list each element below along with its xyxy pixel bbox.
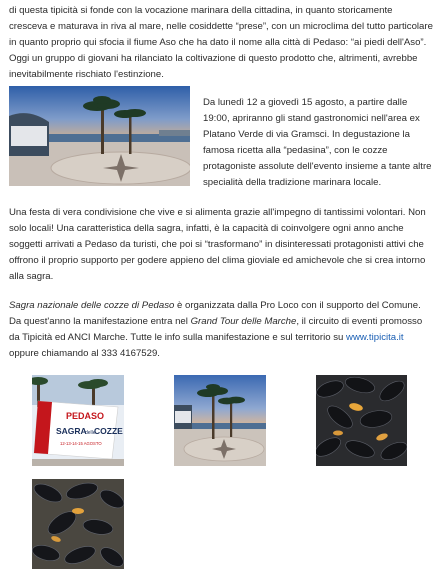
- banner-dates: 12-13-14-15 AGOSTO: [60, 441, 102, 446]
- event-dates-paragraph: Da lunedì 12 a giovedì 15 agosto, a partire dalle 19:00, apriranno gli stand gastronomici nell'area ex Platano Verde di via Gramsci. In degustazione la famosa ricetta alla “pedasina”, con le cozze protagoniste assolute dell'evento insieme a tante altre specialità della tradizione marinara locale.: [203, 97, 432, 188]
- info-text-2: , il circuito di eventi promosso da Tipicità ed ANCI Marche. Tutte le info sulla manifestazione e sul territorio su: [9, 316, 423, 343]
- festa-paragraph: Una festa di vera condivisione che vive e si alimenta grazie all'impegno di tantissimi volontari. Non solo locali! Una caratteristica della sagra, infatti, è la capacità di coinvolgere ogni anno anche soggetti arrivati a Pedaso da turisti, che poi si “trasformano” in disinteressati protagonisti attivi che offrono il proprio supporto per godere appieno del clima gioviale ed amichevole che si crea intorno alla sagra.: [9, 207, 426, 282]
- banner-delle: delle: [85, 430, 96, 436]
- info-text-1: è organizzata dalla Pro Loco con il supporto del Comune. Da quest'anno la manifestazione entra nel: [9, 300, 421, 327]
- intro-paragraph: di questa tipicità si fonde con la vocazione marinara della cittadina, in quanto storicamente cresceva e maturava in riva al mare, nelle cosiddette “prese”, con un microclima del tutto particolare in quanto proprio qui sfocia il fiume Aso che ha dato il nome alla città di Pedaso: “ai piedi dell'Aso”. Oggi un gruppo di giovani ha rilanciato la coltivazione di questo prodotto che, altrimenti, avrebbe inevitabilmente rischiato l'estinzione.: [9, 5, 433, 80]
- banner-pedaso: PEDASO: [66, 411, 105, 421]
- palm-square-photo: [174, 375, 266, 466]
- mussels-photo-2: [32, 479, 124, 569]
- mussels-photo-1: [316, 375, 407, 466]
- banner-cozze: COZZE: [94, 426, 123, 436]
- info-paragraph: [9, 298, 433, 362]
- sagra-name: Sagra nazionale delle cozze di Pedaso: [9, 300, 175, 311]
- banner-sagra: SAGRA: [56, 426, 87, 436]
- info-text-3: oppure chiamando al 333 4167529.: [9, 348, 160, 359]
- tipicita-link[interactable]: www.tipicita.it: [346, 332, 404, 343]
- sagra-banner-photo: [32, 375, 124, 466]
- grand-tour-name: Grand Tour delle Marche: [190, 316, 297, 327]
- seafront-photo: [9, 86, 190, 186]
